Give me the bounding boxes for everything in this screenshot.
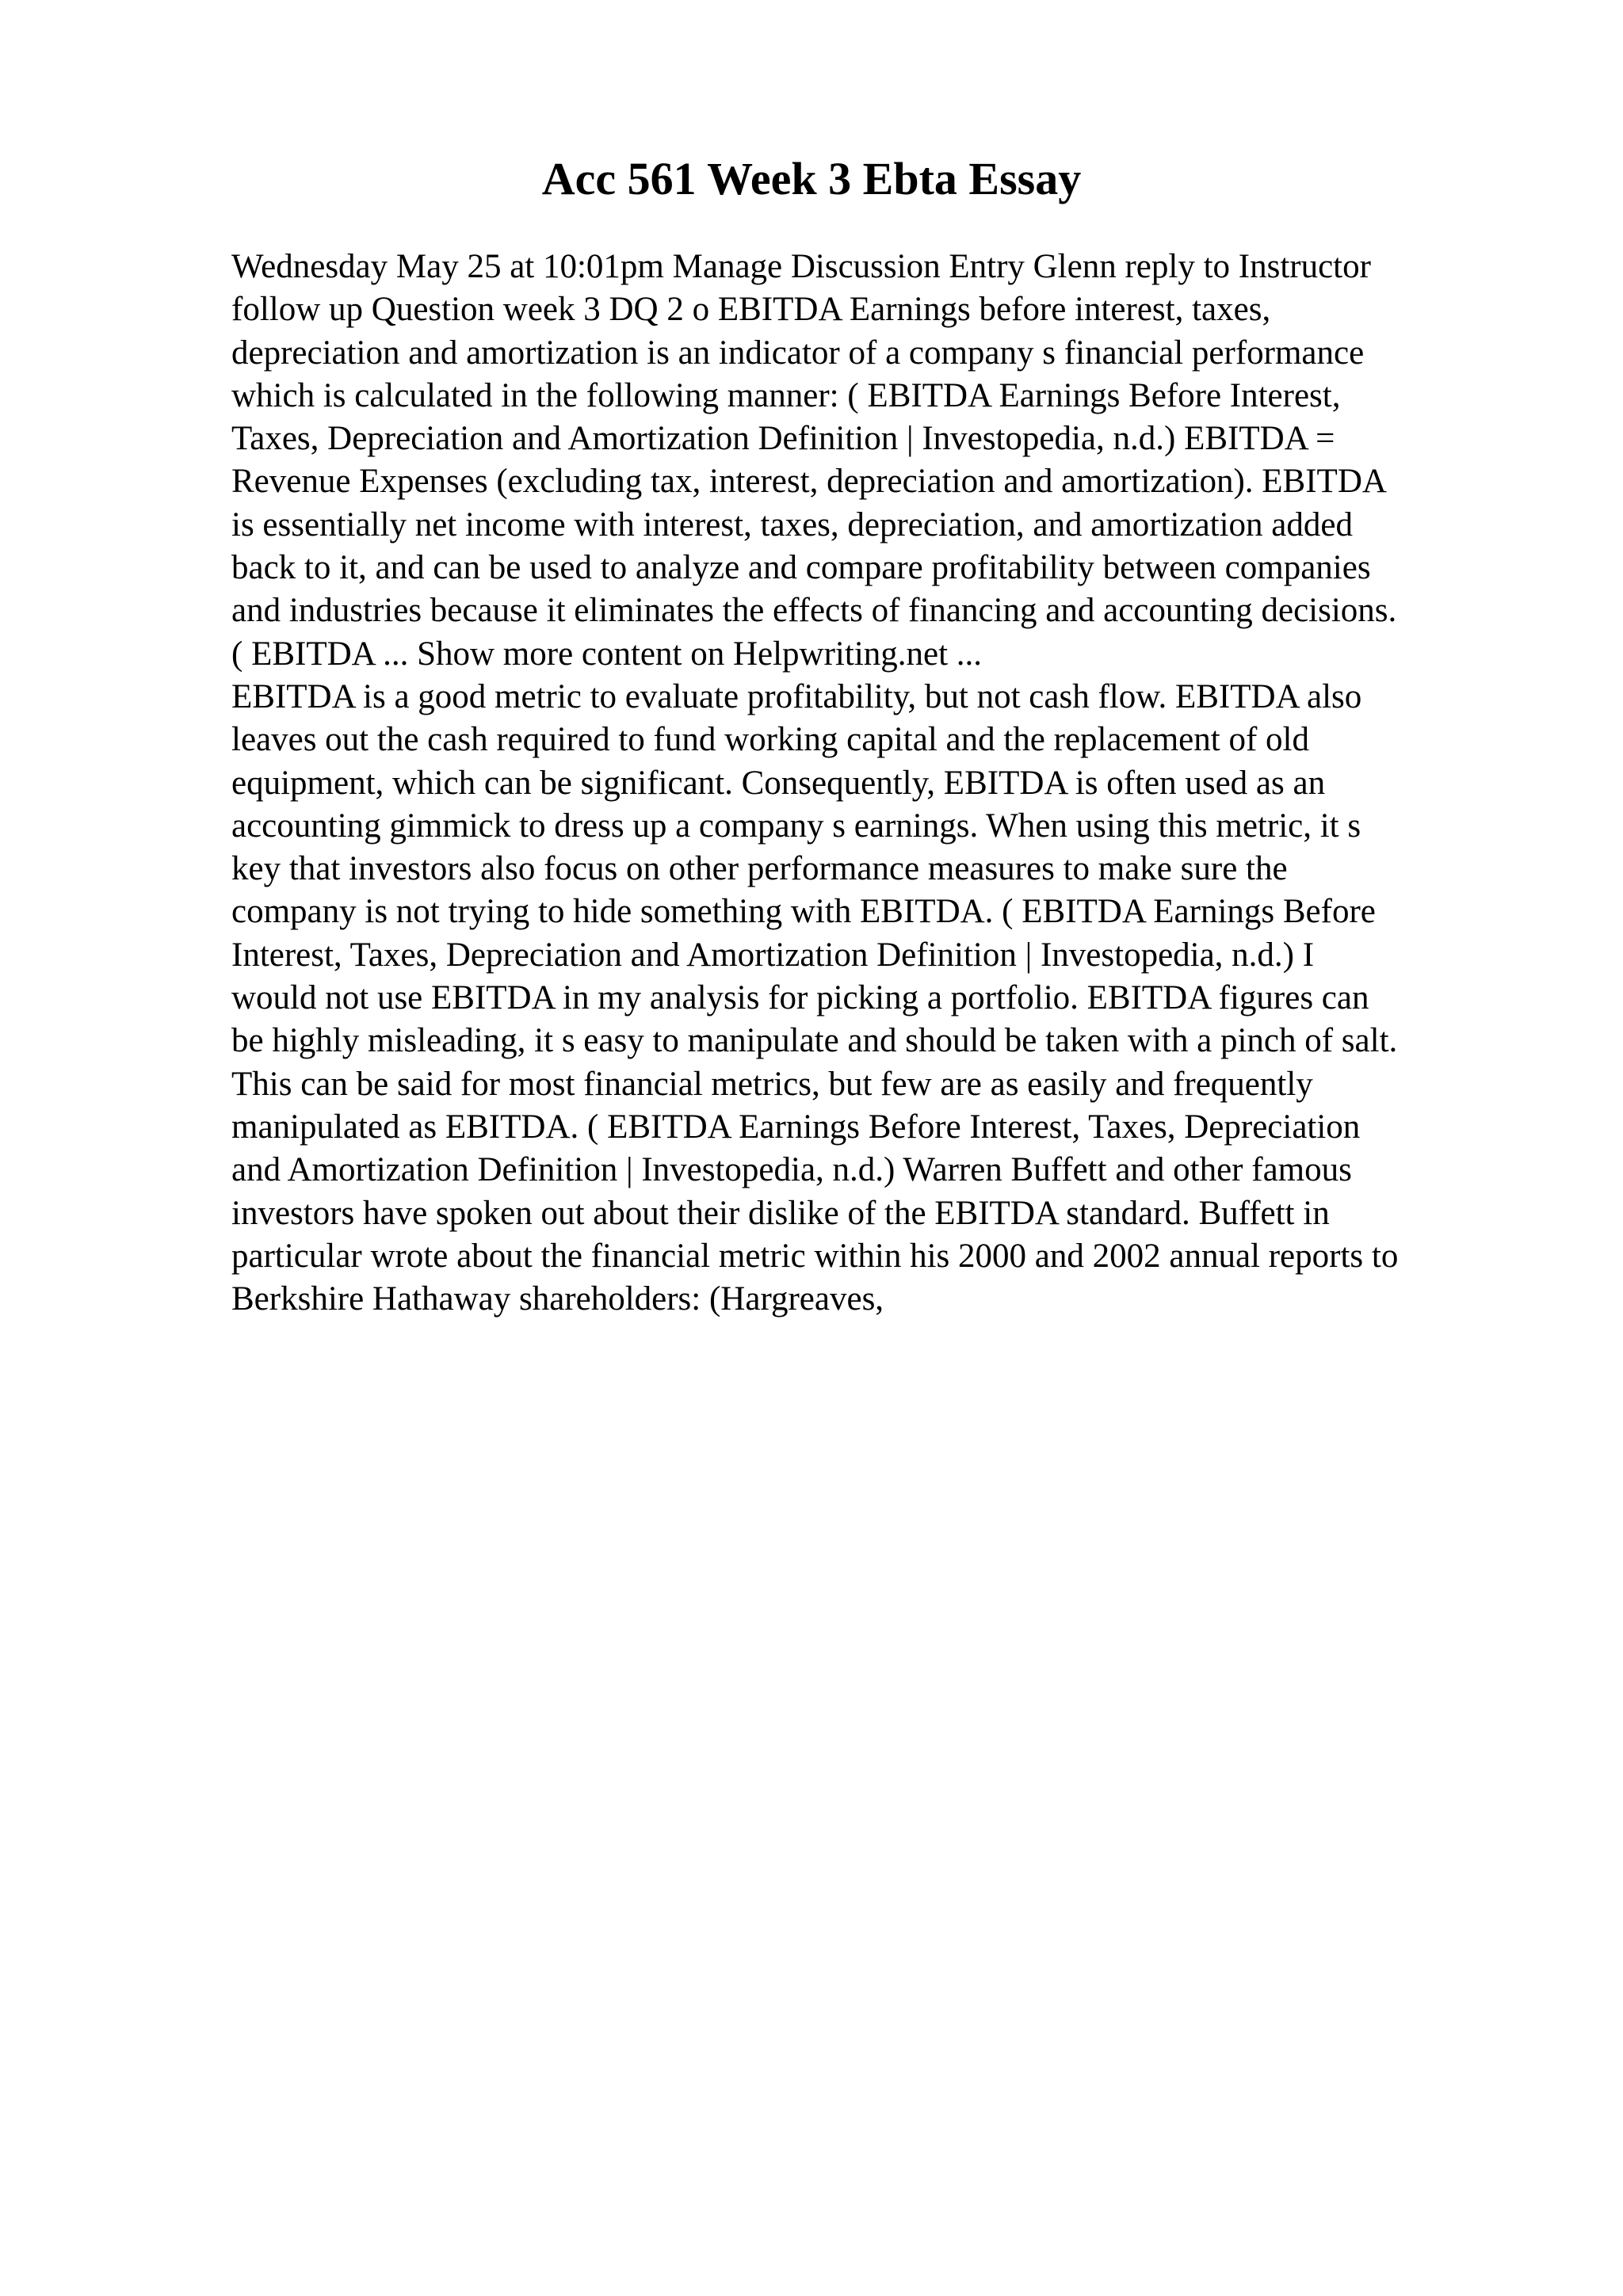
body-line: Revenue Expenses (excluding tax, interest, depreciation and amortization). EBITDA: [231, 463, 1387, 501]
body-line: accounting gimmick to dress up a company s earnings. When using this metric, it s: [231, 807, 1361, 845]
body-line: key that investors also focus on other performance measures to make sure the: [231, 850, 1288, 888]
body-line: investors have spoken out about their dislike of the EBITDA standard. Buffett in: [231, 1194, 1330, 1232]
body-line: be highly misleading, it s easy to manipulate and should be taken with a pinch of salt.: [231, 1022, 1398, 1060]
body-line: Interest, Taxes, Depreciation and Amortization Definition | Investopedia, n.d.) I: [231, 936, 1315, 974]
show-more-line: ( EBITDA ... Show more content on Helpwriting.net ...: [231, 635, 983, 673]
body-line: would not use EBITDA in my analysis for picking a portfolio. EBITDA figures can: [231, 979, 1369, 1017]
body-line: Wednesday May 25 at 10:01pm Manage Discussion Entry Glenn reply to Instructor: [231, 248, 1371, 285]
body-line: and Amortization Definition | Investopedia, n.d.) Warren Buffett and other famous: [231, 1151, 1352, 1189]
body-line: depreciation and amortization is an indicator of a company s financial performance: [231, 334, 1365, 372]
body-line: Berkshire Hathaway shareholders: (Hargreaves,: [231, 1280, 884, 1318]
document-body: [231, 246, 1507, 1321]
body-line: company is not trying to hide something with EBITDA. ( EBITDA Earnings Before: [231, 893, 1376, 931]
body-line: equipment, which can be significant. Consequently, EBITDA is often used as an: [231, 764, 1326, 802]
body-line: particular wrote about the financial metric within his 2000 and 2002 annual reports to: [231, 1237, 1399, 1275]
body-line: is essentially net income with interest, taxes, depreciation, and amortization added: [231, 505, 1353, 543]
body-line: This can be said for most financial metrics, but few are as easily and frequently: [231, 1065, 1313, 1103]
body-line: and industries because it eliminates the effects of financing and accounting decisions.: [231, 592, 1397, 630]
body-line: which is calculated in the following manner: ( EBITDA Earnings Before Interest,: [231, 376, 1341, 414]
body-line: leaves out the cash required to fund working capital and the replacement of old: [231, 721, 1309, 759]
body-line: manipulated as EBITDA. ( EBITDA Earnings Before Interest, Taxes, Depreciation: [231, 1108, 1361, 1146]
body-line: back to it, and can be used to analyze and compare profitability between companies: [231, 549, 1371, 587]
document-title: Acc 561 Week 3 Ebta Essay: [541, 153, 1082, 204]
body-line: follow up Question week 3 DQ 2 o EBITDA Earnings before interest, taxes,: [231, 291, 1271, 329]
body-line: Taxes, Depreciation and Amortization Definition | Investopedia, n.d.) EBITDA =: [231, 420, 1335, 458]
body-line: EBITDA is a good metric to evaluate profitability, but not cash flow. EBITDA also: [231, 677, 1362, 715]
